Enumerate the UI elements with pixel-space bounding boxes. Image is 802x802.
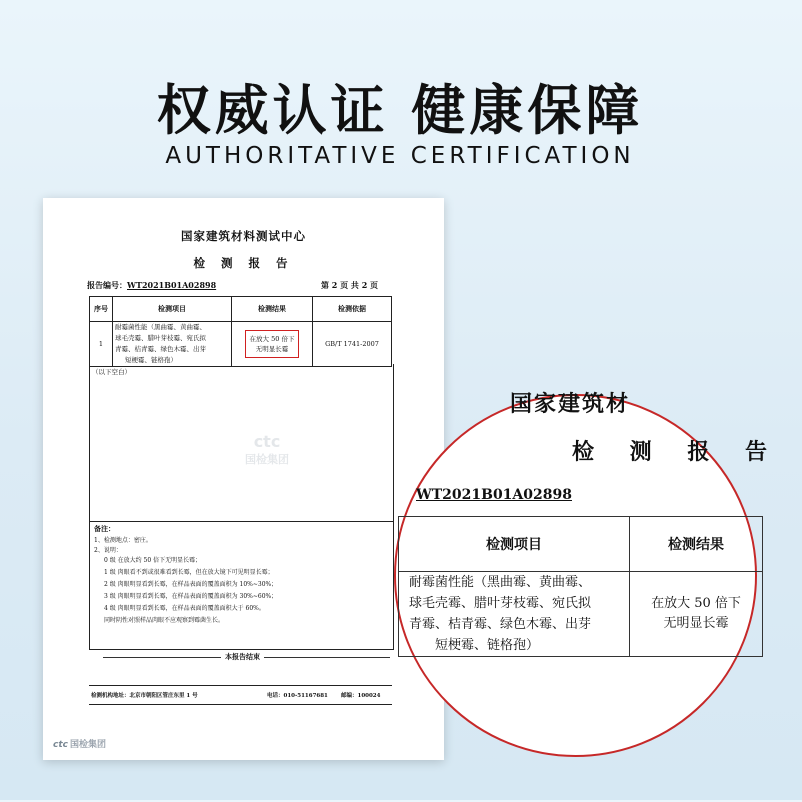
notes-title: 备注： <box>94 524 115 533</box>
magnified-result: 在放大 50 倍下 无明显长霉 <box>630 572 763 657</box>
magnified-report-number: WT2021B01A02898 <box>416 487 572 503</box>
note-line: 1 级 肉眼看不到或很难看到长霉，但在放大镜下可见明显长霉； <box>104 569 274 576</box>
ctc-logo: ctc 国检集团 <box>53 740 106 750</box>
report-number: 报告编号：WT2021B01A02898 <box>87 280 217 290</box>
organization-name: 国家建筑材料测试中心 <box>181 229 306 243</box>
header-basis: 检测依据 <box>313 297 392 322</box>
result-highlight-box: 在放大 50 倍下 无明显长霉 <box>245 330 300 358</box>
header-item: 检测项目 <box>113 297 232 322</box>
header-result: 检测结果 <box>232 297 313 322</box>
note-line: 3 级 肉眼明显看到长霉，在样品表面的覆盖面积为 30%~60%； <box>104 593 278 600</box>
page-info: 第 2 页 共 2 页 <box>321 280 379 290</box>
report-title: 检 测 报 告 <box>193 256 294 270</box>
note-line: 4 级 肉眼明显看到长霉，在样品表面的覆盖面积大于 60%。 <box>104 605 265 612</box>
headline: 权威认证 健康保障 <box>156 79 644 142</box>
footer-zip: 邮编：100024 <box>341 693 381 699</box>
blank-note: （以下空白） <box>92 368 131 376</box>
row-item: 耐霉菌性能（黑曲霉、黄曲霉、 球毛壳霉、腊叶芽枝霉、宛氏拟 青霉、桔青霉、绿色木霉、出芽 短梗霉、链格孢） <box>113 322 232 367</box>
row-index: 1 <box>90 322 113 367</box>
magnified-table <box>398 516 763 657</box>
magnifier-circle <box>394 391 781 757</box>
row-basis: GB/T 1741-2007 <box>313 322 392 367</box>
magnified-item: 耐霉菌性能（黑曲霉、黄曲霉、 球毛壳霉、腊叶芽枝霉、宛氏拟 青霉、桔青霉、绿色木霉、出芽 短梗霉、链格孢） <box>399 572 630 657</box>
magnified-organization: 国家建筑材 <box>510 391 631 417</box>
note-line: 0 级 在放大约 50 倍下无明显长霉； <box>104 557 202 564</box>
footer-phone: 电话：010-51167681 <box>267 693 328 699</box>
watermark: ctc 国检集团 <box>245 432 289 466</box>
header-index: 序号 <box>90 297 113 322</box>
end-text: 本报告结束 <box>221 652 264 662</box>
table-row <box>399 572 763 657</box>
magnified-header-item: 检测项目 <box>399 517 630 572</box>
footer-address: 检测机构地址：北京市朝阳区管庄东里 1 号 <box>91 693 198 699</box>
note-line: 1、检测地点：密庄。 <box>94 537 152 544</box>
subheadline: AUTHORITATIVE CERTIFICATION <box>165 143 635 169</box>
note-line: 同时阴性对照样品肉眼不应观察到霉菌生长。 <box>104 617 225 624</box>
note-line: 2、说明： <box>94 547 122 554</box>
magnified-title: 检 测 报 告 <box>572 439 781 465</box>
note-line: 2 级 肉眼明显看到长霉，在样品表面的覆盖面积为 10%~30%； <box>104 581 278 588</box>
magnified-header-result: 检测结果 <box>630 517 763 572</box>
